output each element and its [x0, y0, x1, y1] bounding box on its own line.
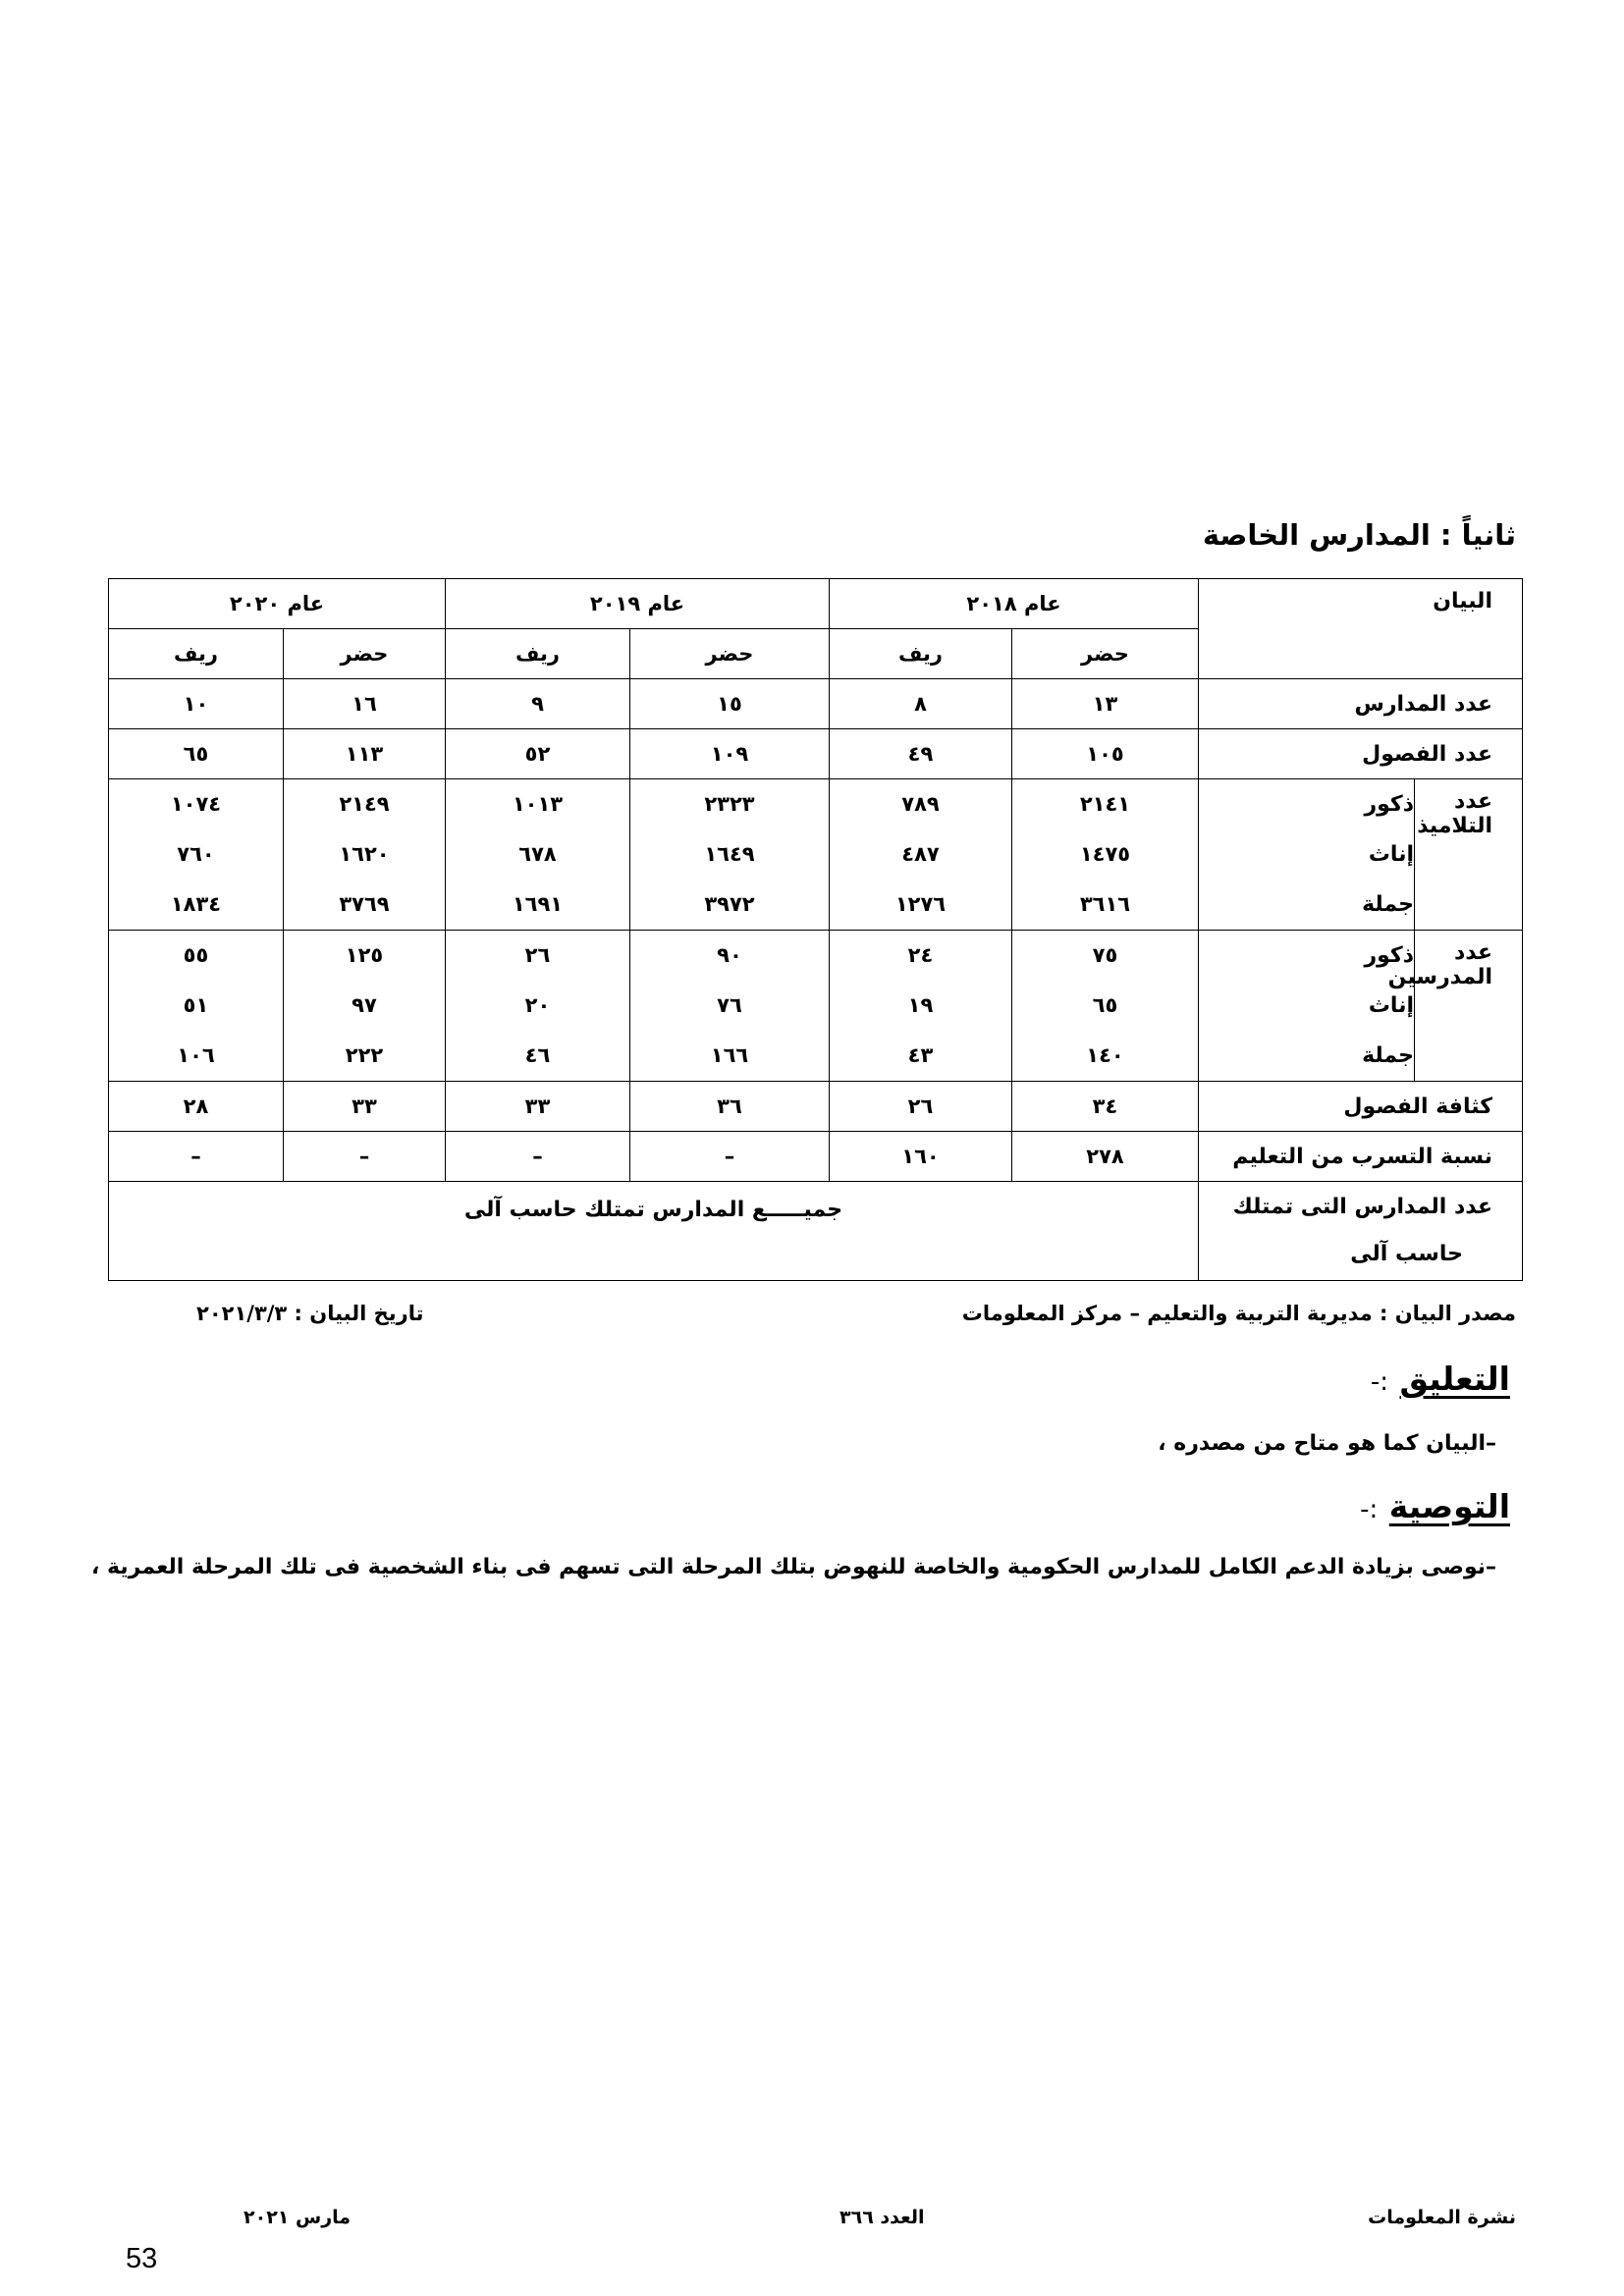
table-row [109, 679, 1523, 729]
table-cell: ٨ [830, 679, 1012, 729]
data-source: مصدر البيان : مديرية التربية والتعليم – مركز المعلومات [961, 1302, 1516, 1325]
table-cell: ١١٣ [284, 729, 446, 779]
table-cell: ١٥ [630, 679, 830, 729]
sub-label-total: جملة [1362, 1043, 1414, 1068]
row-label-dropout: نسبة التسرب من التعليم [1199, 1132, 1523, 1182]
comment-suffix: :- [1370, 1367, 1388, 1397]
footer-date: مارس ٢٠٢١ [244, 2207, 352, 2228]
computer-note: جميـــــع المدارس تمتلك حاسب آلى [463, 1197, 843, 1222]
table-cell: ٤٩ [830, 729, 1012, 779]
section-title: ثانياً : المدارس الخاصة [1202, 518, 1516, 552]
table-cell: ١٢٥ ٩٧ ٢٢٢ [284, 931, 446, 1082]
table-cell: – [446, 1132, 630, 1182]
table-cell: ١٦ [284, 679, 446, 729]
table-cell: ١٦٠ [830, 1132, 1012, 1182]
table-cell: ١٠ [109, 679, 284, 729]
sub-label-female: إناث [1368, 842, 1414, 867]
table-cell: – [109, 1132, 284, 1182]
label-header: البيان [1199, 579, 1523, 679]
comment-text: –البيان كما هو متاح من مصدره ، [1158, 1431, 1496, 1456]
students-sub-labels [1199, 779, 1415, 931]
row-label-computer [1199, 1182, 1523, 1281]
table-cell: ١٠٥ [1012, 729, 1199, 779]
page-number: 53 [126, 2243, 158, 2274]
table-cell: ٣٦ [630, 1082, 830, 1132]
table-cell: ١٠١٣ ٦٧٨ ١٦٩١ [446, 779, 630, 931]
table-cell: ٢٤ ١٩ ٤٣ [830, 931, 1012, 1082]
table-cell: – [630, 1132, 830, 1182]
table-cell: ٢٧٨ [1012, 1132, 1199, 1182]
table-row [109, 779, 1523, 931]
row-label-students: عدد التلاميذ [1415, 779, 1523, 931]
table-row [109, 1082, 1523, 1132]
sub-label-male: ذكور [1364, 943, 1414, 968]
sub-header-urban-2019: حضر [630, 629, 830, 679]
table-cell: ٢٨ [109, 1082, 284, 1132]
table-cell: ٥٢ [446, 729, 630, 779]
computer-label-line2: حاسب آلى [1350, 1242, 1463, 1266]
year-header-2020: عام ٢٠٢٠ [109, 579, 446, 629]
table-row [109, 729, 1523, 779]
sub-header-urban-2018: حضر [1012, 629, 1199, 679]
row-label-schools: عدد المدارس [1199, 679, 1523, 729]
table-cell: ٢٦ ٢٠ ٤٦ [446, 931, 630, 1082]
table-row [109, 1132, 1523, 1182]
private-schools-table [108, 578, 1523, 1281]
table-cell: – [284, 1132, 446, 1182]
recommendation-heading [1360, 1487, 1510, 1525]
row-label-teachers: عدد المدرسين [1415, 931, 1523, 1082]
comment-heading [1371, 1360, 1510, 1398]
table-cell: ١٣ [1012, 679, 1199, 729]
table-cell: ٧٥ ٦٥ ١٤٠ [1012, 931, 1199, 1082]
sub-header-rural-2018: ريف [830, 629, 1012, 679]
table-cell: ٦٥ [109, 729, 284, 779]
sub-header-rural-2020: ريف [109, 629, 284, 679]
sub-header-urban-2020: حضر [284, 629, 446, 679]
footer-publication: نشرة المعلومات [1368, 2207, 1516, 2228]
table-cell: ٥٥ ٥١ ١٠٦ [109, 931, 284, 1082]
table-cell: ٣٤ [1012, 1082, 1199, 1132]
year-header-2019: عام ٢٠١٩ [446, 579, 830, 629]
recommendation-title: التوصية [1388, 1487, 1510, 1525]
year-header-2018: عام ٢٠١٨ [830, 579, 1199, 629]
table-row [109, 1182, 1523, 1281]
table-cell: ٢١٤٩ ١٦٢٠ ٣٧٦٩ [284, 779, 446, 931]
table-row [109, 931, 1523, 1082]
recommendation-suffix: :- [1360, 1495, 1379, 1524]
recommendation-text: –نوصى بزيادة الدعم الكامل للمدارس الحكومية والخاصة للنهوض بتلك المرحلة التى تسهم فى بناء الشخصية فى تلك المرحلة العمرية ، [91, 1555, 1496, 1579]
table-cell: ٧٨٩ ٤٨٧ ١٢٧٦ [830, 779, 1012, 931]
computer-label-line1: عدد المدارس التى تمتلك [1232, 1195, 1492, 1219]
row-label-classes: عدد الفصول [1199, 729, 1523, 779]
sub-label-male: ذكور [1364, 792, 1414, 817]
table-cell: ٢٦ [830, 1082, 1012, 1132]
sub-header-rural-2019: ريف [446, 629, 630, 679]
data-date: تاريخ البيان : ٢٠٢١/٣/٣ [196, 1302, 424, 1325]
computer-note-cell [109, 1182, 1199, 1281]
table-cell: ١٠٩ [630, 729, 830, 779]
footer-issue: العدد ٣٦٦ [839, 2207, 925, 2228]
table-cell: ٢٣٢٣ ١٦٤٩ ٣٩٧٢ [630, 779, 830, 931]
table-cell: ١٠٧٤ ٧٦٠ ١٨٣٤ [109, 779, 284, 931]
row-label-density: كثافة الفصول [1199, 1082, 1523, 1132]
teachers-sub-labels [1199, 931, 1415, 1082]
table-cell: ٢١٤١ ١٤٧٥ ٣٦١٦ [1012, 779, 1199, 931]
sub-label-total: جملة [1362, 892, 1414, 917]
table-cell: ٣٣ [284, 1082, 446, 1132]
table-cell: ٩٠ ٧٦ ١٦٦ [630, 931, 830, 1082]
table-cell: ٩ [446, 679, 630, 729]
sub-label-female: إناث [1368, 993, 1414, 1018]
comment-title: التعليق [1399, 1360, 1510, 1398]
table-cell: ٣٣ [446, 1082, 630, 1132]
